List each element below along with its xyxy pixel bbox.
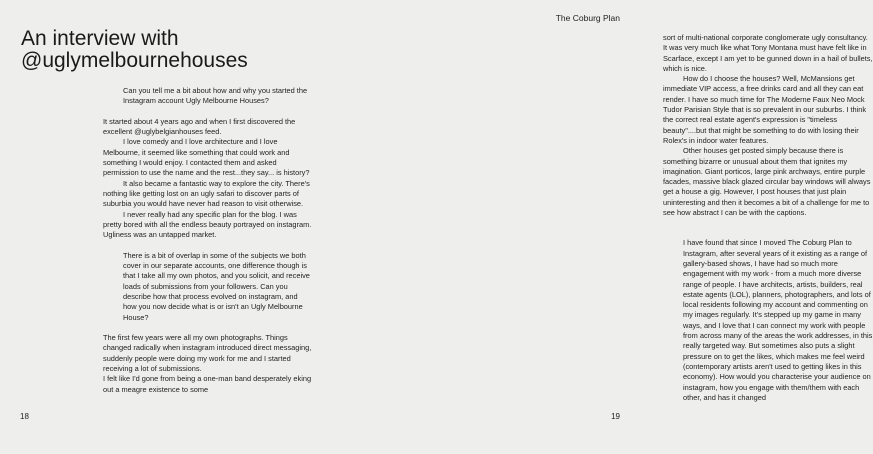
page-number-left: 18	[20, 412, 29, 421]
left-page	[0, 0, 320, 454]
page-number-right: 19	[611, 412, 620, 421]
right-column-text	[663, 33, 873, 403]
answer-paragraph: It also became a fantastic way to explore the city. There's nothing like getting lost on an ugly safari to discover parts of suburbia you would have never had reason to visit otherwise.	[103, 178, 310, 209]
article-title-line-2: @uglymelbournehouses	[21, 49, 248, 72]
answer-paragraph: I felt like I'd gone from being a one-man band desperately eking out a meagre existence to some	[103, 374, 312, 394]
article-title	[21, 28, 311, 72]
left-column-text	[103, 86, 313, 395]
answer-paragraph: It started about 4 years ago and when I first discovered the excellent @uglybelgianhouses feed.	[103, 116, 296, 137]
answer-paragraph: I love comedy and I love architecture and I love Melbourne, it seemed like something that could work and something I would enjoy. I contacted them and asked permission to use the name and the rest...they say... is history?	[103, 137, 310, 178]
answer-paragraph: sort of multi-national corporate conglomerate ugly consultancy. It was very much like what Tony Montana must have felt like in Scarface, except I am yet to be gunned down in a hail of bullets, which is nice.	[663, 33, 873, 73]
running-header: The Coburg Plan	[555, 13, 620, 23]
answer-paragraph: I never really had any specific plan for the blog. I was pretty bored with all the endless beauty portrayed on instagram. Ugliness was an untapped market.	[103, 209, 312, 240]
right-page	[320, 0, 873, 454]
interview-question: There is a bit of overlap in some of the subjects we both cover in our separate accounts, one difference though is that I take all my own photos, and you solicit, and receive loads of submissions from your followers. Can you describe how that process evolved on instagram, and how you now decide what is or isn't an Ugly Melbourne House?	[123, 250, 310, 322]
interview-question: Can you tell me a bit about how and why you started the Instagram account Ugly Melbourne Houses?	[123, 86, 308, 106]
article-title-line-1: An interview with	[21, 27, 179, 50]
answer-paragraph: How do I choose the houses? Well, McMansions get immediate VIP access, a free drinks card and all they can eat render. I have so much time for The Moderne Faux Neo Mock Tudor Parisian Style that is so prevalent in our suburbs. I think the correct real estate agent's expression is "timeless beauty"....but that might be something to do with losing their Rolex's in indoor water features.	[663, 74, 867, 145]
interview-question: I have found that since I moved The Coburg Plan to Instagram, after several years of it existing as a range of gallery-based shows, I have had so much more engagement with my work - from a much more diverse range of people. I have architects, artists, builders, real estate agents (LOL), planners, photographers, and lots of local residents following my account and commenting on my images regularly. It's stepped up my game in many ways, and I love that I can connect my work with people from across many of the areas the work addresses, in this really targeted way. But sometimes also puts a slight pressure on to get the likes, which makes me feel weird (contemporary artists aren't used to getting likes in this economy). How would you characterise your audience on instagram, how you engage with them/them with each other, and has it changed	[683, 238, 873, 402]
answer-paragraph: Other houses get posted simply because there is something bizarre or unusual about them that ignites my imagination. Giant porticos, large pink archways, entire purple facades, massive black glazed circular bay windows will always get a house a gig. However, I post houses that just plain uninteresting and then it becomes a bit of a challenge for me to see how abstract I can be with the captions.	[663, 146, 871, 218]
answer-paragraph: The first few years were all my own photographs. Things changed radically when instagram introduced direct messaging, suddenly people were doing my work for me and I started receiving a lot of submissions.	[103, 333, 312, 374]
